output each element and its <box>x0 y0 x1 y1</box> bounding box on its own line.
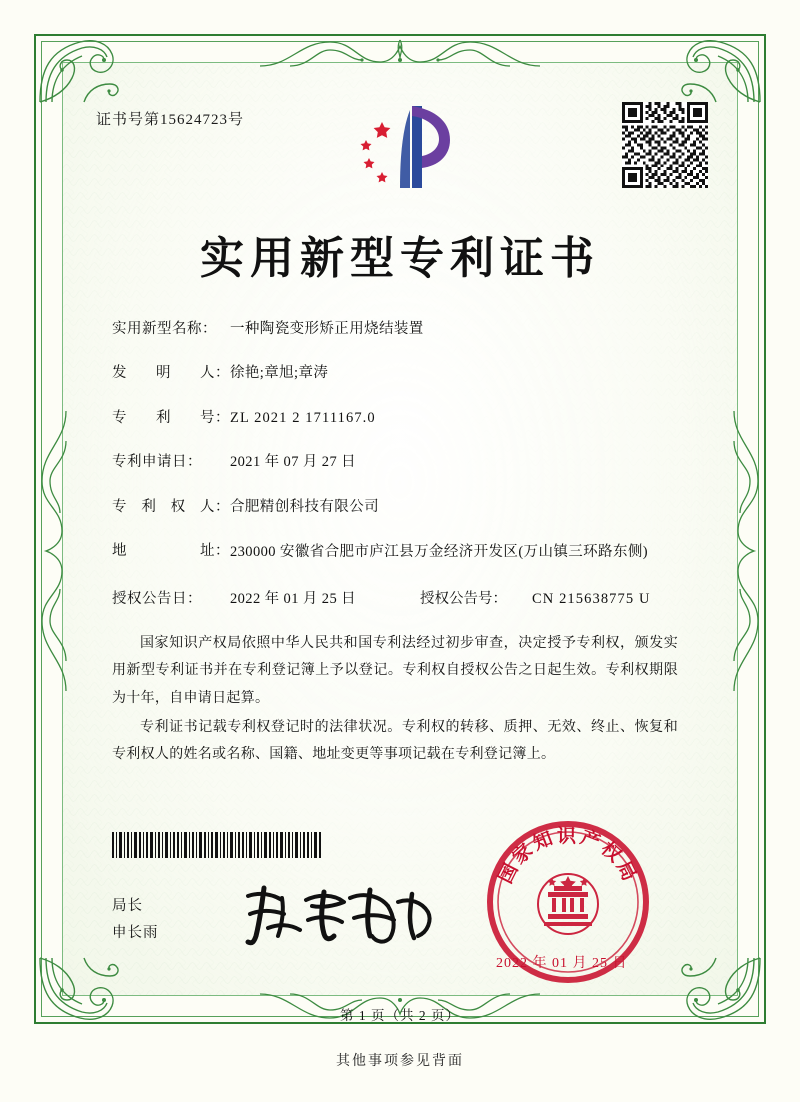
field-value-grant-date: 2022 年 01 月 25 日 <box>230 590 357 607</box>
legal-paragraph-1: 国家知识产权局依照中华人民共和国专利法经过初步审查，决定授予专利权，颁发实用新型专利证书并在专利登记簿上予以登记。专利权自授权公告之日起生效。专利权期限为十年，自申请日起算。 <box>112 636 678 706</box>
field-list <box>112 318 692 632</box>
field-row-patent-number <box>112 407 692 429</box>
field-label-address-char-2: 址： <box>200 543 230 560</box>
page-title: 实用新型专利证书 <box>200 234 600 283</box>
field-label-patent-number-char-3: 号： <box>200 409 230 426</box>
field-label-application-date: 专利申请日： <box>112 454 202 471</box>
qr-code-icon <box>622 102 708 188</box>
field-label-grant-date: 授权公告日： <box>112 590 202 607</box>
field-value-patentee: 合肥精创科技有限公司 <box>230 498 379 515</box>
field-value-application-date: 2021 年 07 月 27 日 <box>230 454 357 471</box>
field-label-patent-number-char-2: 利 <box>156 409 171 426</box>
field-label-patent-number-char-1: 专 <box>112 409 127 426</box>
field-label-address <box>112 540 230 562</box>
signature-role-label: 局长 <box>112 898 143 914</box>
signature-block <box>112 893 159 947</box>
field-label-grant-number: 授权公告号： <box>420 590 507 607</box>
footer-note: 其他事项参见背面 <box>336 1054 464 1069</box>
field-value-utility-model-name: 一种陶瓷变形矫正用烧结装置 <box>230 321 424 337</box>
field-label-address-char-1: 地 <box>112 543 127 560</box>
legal-body-text <box>112 630 678 770</box>
field-row-patentee <box>112 496 692 518</box>
svg-text:国家知识产权局: 国家知识产权局 <box>495 826 641 888</box>
field-row-name <box>112 318 692 340</box>
field-label-utility-model-name: 实用新型名称： <box>112 321 217 337</box>
field-label-inventor-char-2: 明 <box>156 365 171 382</box>
handwritten-signature-icon <box>238 880 438 948</box>
field-value-patent-number: ZL 2021 2 1711167.0 <box>230 409 376 426</box>
page-number: 第 1 页（共 2 页） <box>340 1008 460 1023</box>
field-value-inventor: 徐艳;章旭;章涛 <box>230 365 329 382</box>
cnipa-logo-icon <box>352 100 462 196</box>
field-value-address: 230000 安徽省合肥市庐江县万金经济开发区(万山镇三环路东侧) <box>230 544 648 561</box>
field-label-patentee-char-3: 权 <box>170 498 186 515</box>
field-label-inventor-char-3: 人： <box>200 365 230 382</box>
field-label-patentee-char-1: 专 <box>112 498 127 515</box>
field-label-inventor-char-1: 发 <box>112 365 127 382</box>
field-label-patentee <box>112 496 230 518</box>
field-value-grant-number: CN 215638775 U <box>532 590 651 607</box>
field-label-patentee-char-4: 人： <box>199 498 230 515</box>
field-row-application-date <box>112 451 692 473</box>
field-label-patent-number <box>112 407 230 429</box>
certificate-number: 证书号第15624723号 <box>96 112 245 128</box>
barcode-icon <box>112 832 324 858</box>
field-row-address <box>112 540 692 565</box>
field-label-patentee-char-2: 利 <box>141 498 157 515</box>
field-label-inventor <box>112 362 230 384</box>
signature-name: 申长雨 <box>112 924 159 941</box>
seal-date: 2022 年 01 月 25 日 <box>496 956 628 971</box>
field-row-grant-announcement <box>112 588 692 610</box>
legal-paragraph-2: 专利证书记载专利权登记时的法律状况。专利权的转移、质押、无效、终止、恢复和专利权人的姓名或名称、国籍、地址变更等事项记载在专利登记簿上。 <box>112 719 678 763</box>
field-row-inventor <box>112 362 692 384</box>
